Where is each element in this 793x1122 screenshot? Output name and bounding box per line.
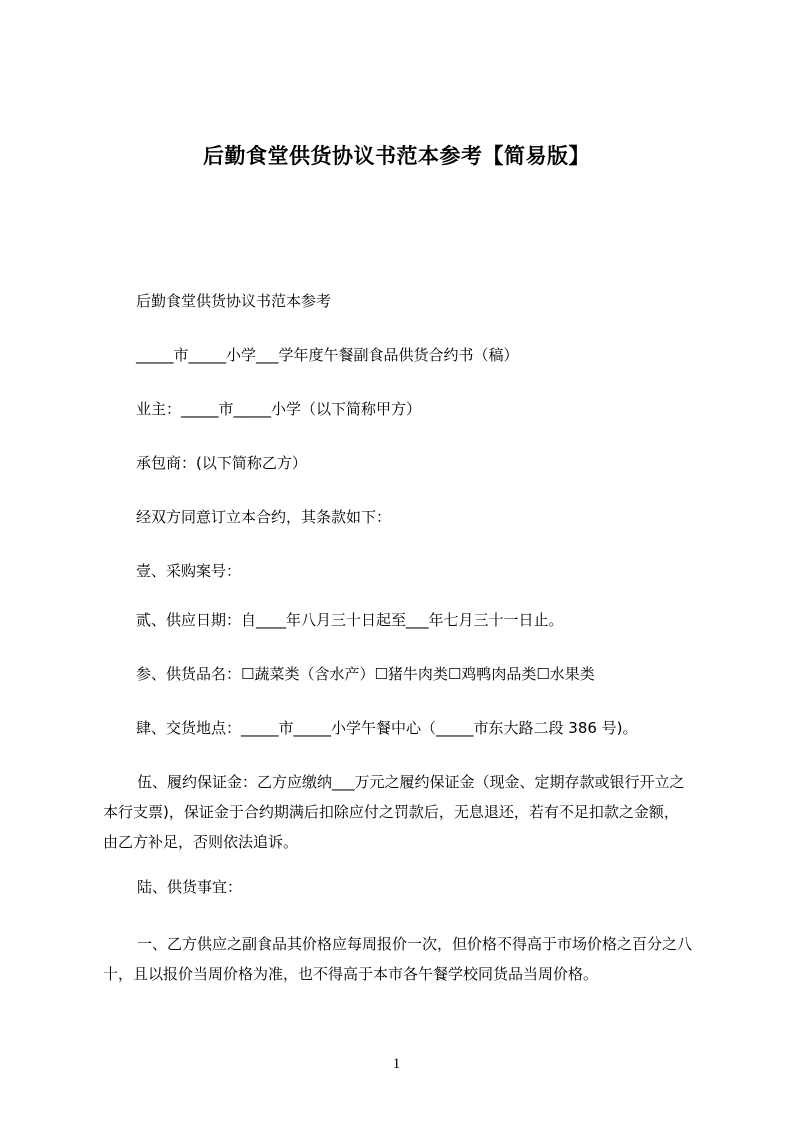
agreement-intro-line: 经双方同意订立本合约，其条款如下：: [136, 508, 392, 526]
clause-2-line: 贰、供应日期：自____年八月三十日起至___年七月三十一日止。: [136, 611, 564, 629]
subtitle-line: 后勤食堂供货协议书范本参考: [136, 292, 332, 310]
clause-6-item-1-paragraph: 一、乙方供应之副食品其价格应每周报价一次，但价格不得高于市场价格之百分之八十，且以报价当周价格为准，也不得高于本市各午餐学校同货品当周价格。: [103, 935, 693, 983]
owner-line: 业主：_____市_____小学（以下简称甲方）: [136, 400, 422, 418]
clause-5-paragraph: 伍、履约保证金：乙方应缴纳___万元之履约保证金（现金、定期存款或银行开立之本行支票)，保证金于合约期满后扣除应付之罚款后，无息退还，若有不足扣款之金额，由乙方补足，否则依法追诉。: [103, 773, 685, 851]
clause-3-line: 参、供货品名：☐蔬菜类（含水产）☐猪牛肉类☐鸡鸭肉品类☐水果类: [136, 665, 595, 683]
document-title: 后勤食堂供货协议书范本参考【简易版】: [203, 144, 590, 168]
clause-4-line: 肆、交货地点：_____市_____小学午餐中心（_____市东大路二段 386 号)。: [136, 719, 638, 737]
clause-1-line: 壹、采购案号：: [136, 562, 242, 580]
page-number: 1: [392, 1056, 401, 1072]
contract-heading-line: _____市_____小学___学年度午餐副食品供货合约书（稿）: [136, 346, 519, 364]
clause-6-paragraph: 陆、供货事宜：: [137, 878, 243, 896]
contractor-line: 承包商：(以下简称乙方）: [136, 454, 307, 472]
